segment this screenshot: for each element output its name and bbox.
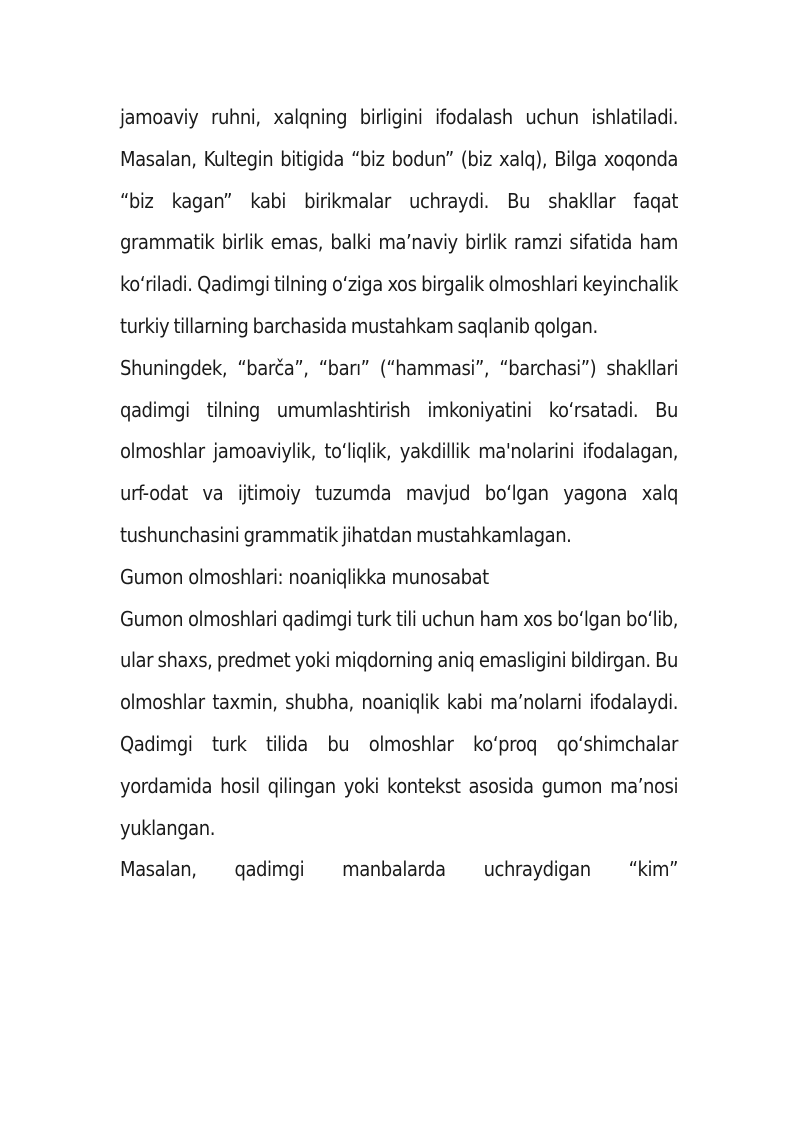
paragraph-generalizing-pronouns: Shuningdek, “barča”, “barı” (“hammasi”, “barchasi”) shakllari qadimgi tilning umumlashtirish imkoniyatini ko‘rsatadi. Bu olmoshlar jamoaviylik, to‘liqlik, yakdillik ma'nolarini ifodalagan, urf-odat va ijtimoiy tuzumda mavjud bo‘lgan yagona xalq tushunchasini grammatik jihatdan mustahkamlagan. [120, 355, 678, 547]
paragraph-trailing-line: Masalan, qadimgi manbalarda uchraydigan “kim” [120, 857, 678, 882]
paragraph-indefinite-pronouns: Gumon olmoshlari qadimgi turk tili uchun ham xos bo‘lgan bo‘lib, ular shaxs, predmet yoki miqdorning aniq emasligini bildirgan. Bu olmoshlar taxmin, shubha, noaniqlik kabi ma’nolarni ifodalaydi. Qadimgi turk tilida bu olmoshlar ko‘proq qo‘shimchalar yordamida hosil qilingan yoki kontekst asosida gumon ma’nosi yuklangan. [120, 606, 678, 840]
section-heading: Gumon olmoshlari: noaniqlikka munosabat [120, 564, 489, 589]
body-text [120, 97, 678, 891]
paragraph-collective-pronouns: jamoaviy ruhni, xalqning birligini ifodalash uchun ishlatiladi. Masalan, Kultegin bitigida “biz bodun” (biz xalq), Bilga xoqonda “biz kagan” kabi birikmalar uchraydi. Bu shakllar faqat grammatik birlik emas, balki ma’naviy birlik ramzi sifatida ham ko‘riladi. Qadimgi tilning o‘ziga xos birgalik olmoshlari keyinchalik turkiy tillarning barchasida mustahkam saqlanib qolgan. [120, 105, 678, 338]
